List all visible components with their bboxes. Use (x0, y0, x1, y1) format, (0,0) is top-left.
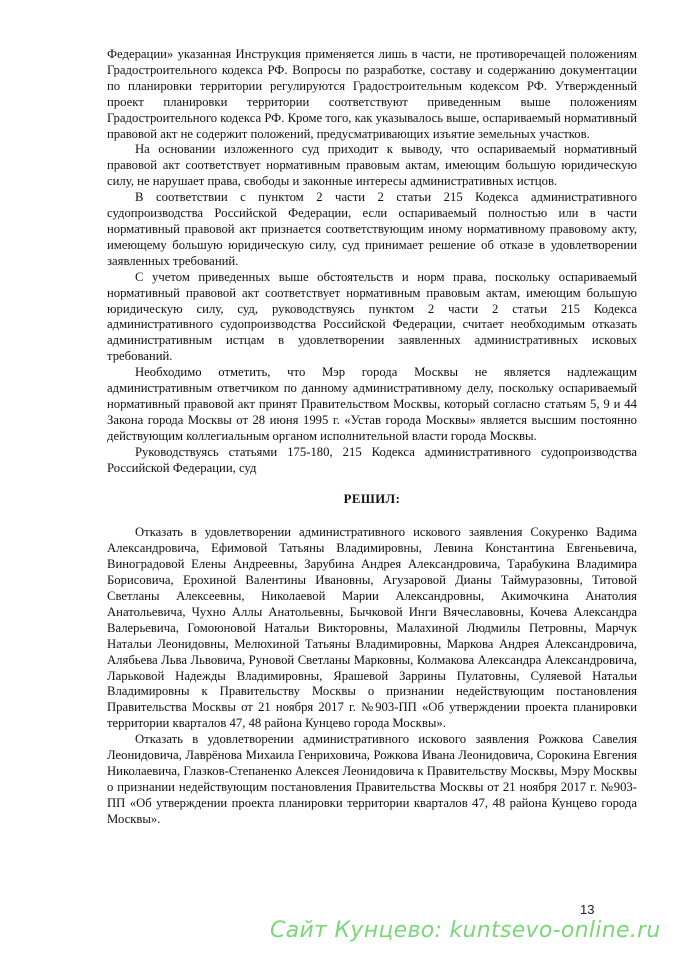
paragraph-guided-by: Руководствуясь статьями 175-180, 215 Кодекса административного судопроизводства Российской Федерации, суд (107, 444, 637, 475)
paragraph-intro: Федерации» указанная Инструкция применяется лишь в части, не противоречащей положениям Градостроительного кодекса РФ. Вопросы по разработке, составу и содержанию документации по планировки территории регулируются Градостроительным кодексом РФ. Утвержденный проект планировки территории соответствуют приведенным выше положениям Градостроительного кодекса РФ. Кроме того, как указывалось выше, оспариваемый нормативный правовой акт не содержит положений, предусматривающих изъятие земельных участков. (107, 47, 637, 141)
decision-heading: РЕШИЛ: (343, 492, 401, 507)
site-watermark: Сайт Кунцево: kuntsevo-online.ru (270, 918, 661, 943)
page-number: 13 (580, 902, 595, 917)
paragraph-legal-basis: В соответствии с пунктом 2 части 2 статьи 215 Кодекса административного судопроизводства Российской Федерации, если оспариваемый полностью или в части нормативный правовой акт признается соответствующим иному нормативному правовому акту, имеющему большую юридическую силу, суд принимает решение об отказе в удовлетворении заявленных требований. (107, 190, 637, 268)
document-page (107, 47, 637, 828)
decision-paragraph-first: Отказать в удовлетворении административного искового заявления Сокуренко Вадима Александровича, Ефимовой Татьяны Владимировны, Левина Константина Евгеньевича, Виноградовой Елены Андреевны, Зарубина Андрея Александровича, Тарабукина Владимира Борисовича, Ерохиной Валентины Ивановны, Агузаровой Дианы Таймуразовны, Титовой Светланы Алексеевны, Николаевой Марии Александровны, Акимочкина Анатолия Анатольевича, Чухно Аллы Анатольевны, Бычковой Инги Вячеславовны, Кочева Александра Валерьевича, Гомоюновой Натальи Викторовны, Малахиной Людмилы Петровны, Марчук Натальи Леонидовны, Мелюхиной Татьяны Владимировны, Маркова Андрея Александровича, Алябьева Льва Львовича, Руновой Светланы Марковны, Колмакова Александра Александровича, Ларьковой Надежды Владимировны, Ярашевой Заррины Пулатовны, Суляевой Натальи Владимировны к Правительству Москвы о признании недействующим постановления Правительства Москвы от 21 ноября 2017 г. №903-ПП «Об утверждении проекта планировки территории кварталов 47, 48 района Кунцево города Москвы». (107, 525, 637, 731)
paragraph-circumstances: С учетом приведенных выше обстоятельств и норм права, поскольку оспариваемый нормативный правовой акт соответствует нормативным правовым актам, имеющим большую юридическую силу, суд, руководствуясь пунктом 2 части 2 статьи 215 Кодекса административного судопроизводства Российской Федерации, считает необходимым отказать административным истцам в удовлетворении заявленных административных исковых требований. (107, 269, 637, 364)
paragraph-conclusion: На основании изложенного суд приходит к выводу, что оспариваемый нормативный правовой акт соответствует нормативным правовым актам, имеющим большую юридическую силу, не нарушает права, свободы и законные интересы административных истцов. (107, 142, 637, 189)
paragraph-mayor-note: Необходимо отметить, что Мэр города Москвы не является надлежащим административным ответчиком по данному административному делу, поскольку оспариваемый нормативный правовой акт принят Правительством Москвы, который согласно статьям 5, 9 и 44 Закона города Москвы от 28 июня 1995 г. «Устав города Москвы» является высшим постоянно действующим коллегиальным органом исполнительной власти города Москвы. (107, 365, 637, 443)
decision-paragraph-second: Отказать в удовлетворении административного искового заявления Рожкова Савелия Леонидовича, Лаврёнова Михаила Генриховича, Рожкова Ивана Леонидовича, Сорокина Евгения Николаевича, Глазков-Степаненко Алексея Леонидовича к Правительству Москвы, Мэру Москвы о признании недействующим постановления Правительства Москвы от 21 ноября 2017 г. №903-ПП «Об утверждении проекта планировки территории кварталов 47, 48 района Кунцево города Москвы». (107, 732, 637, 826)
